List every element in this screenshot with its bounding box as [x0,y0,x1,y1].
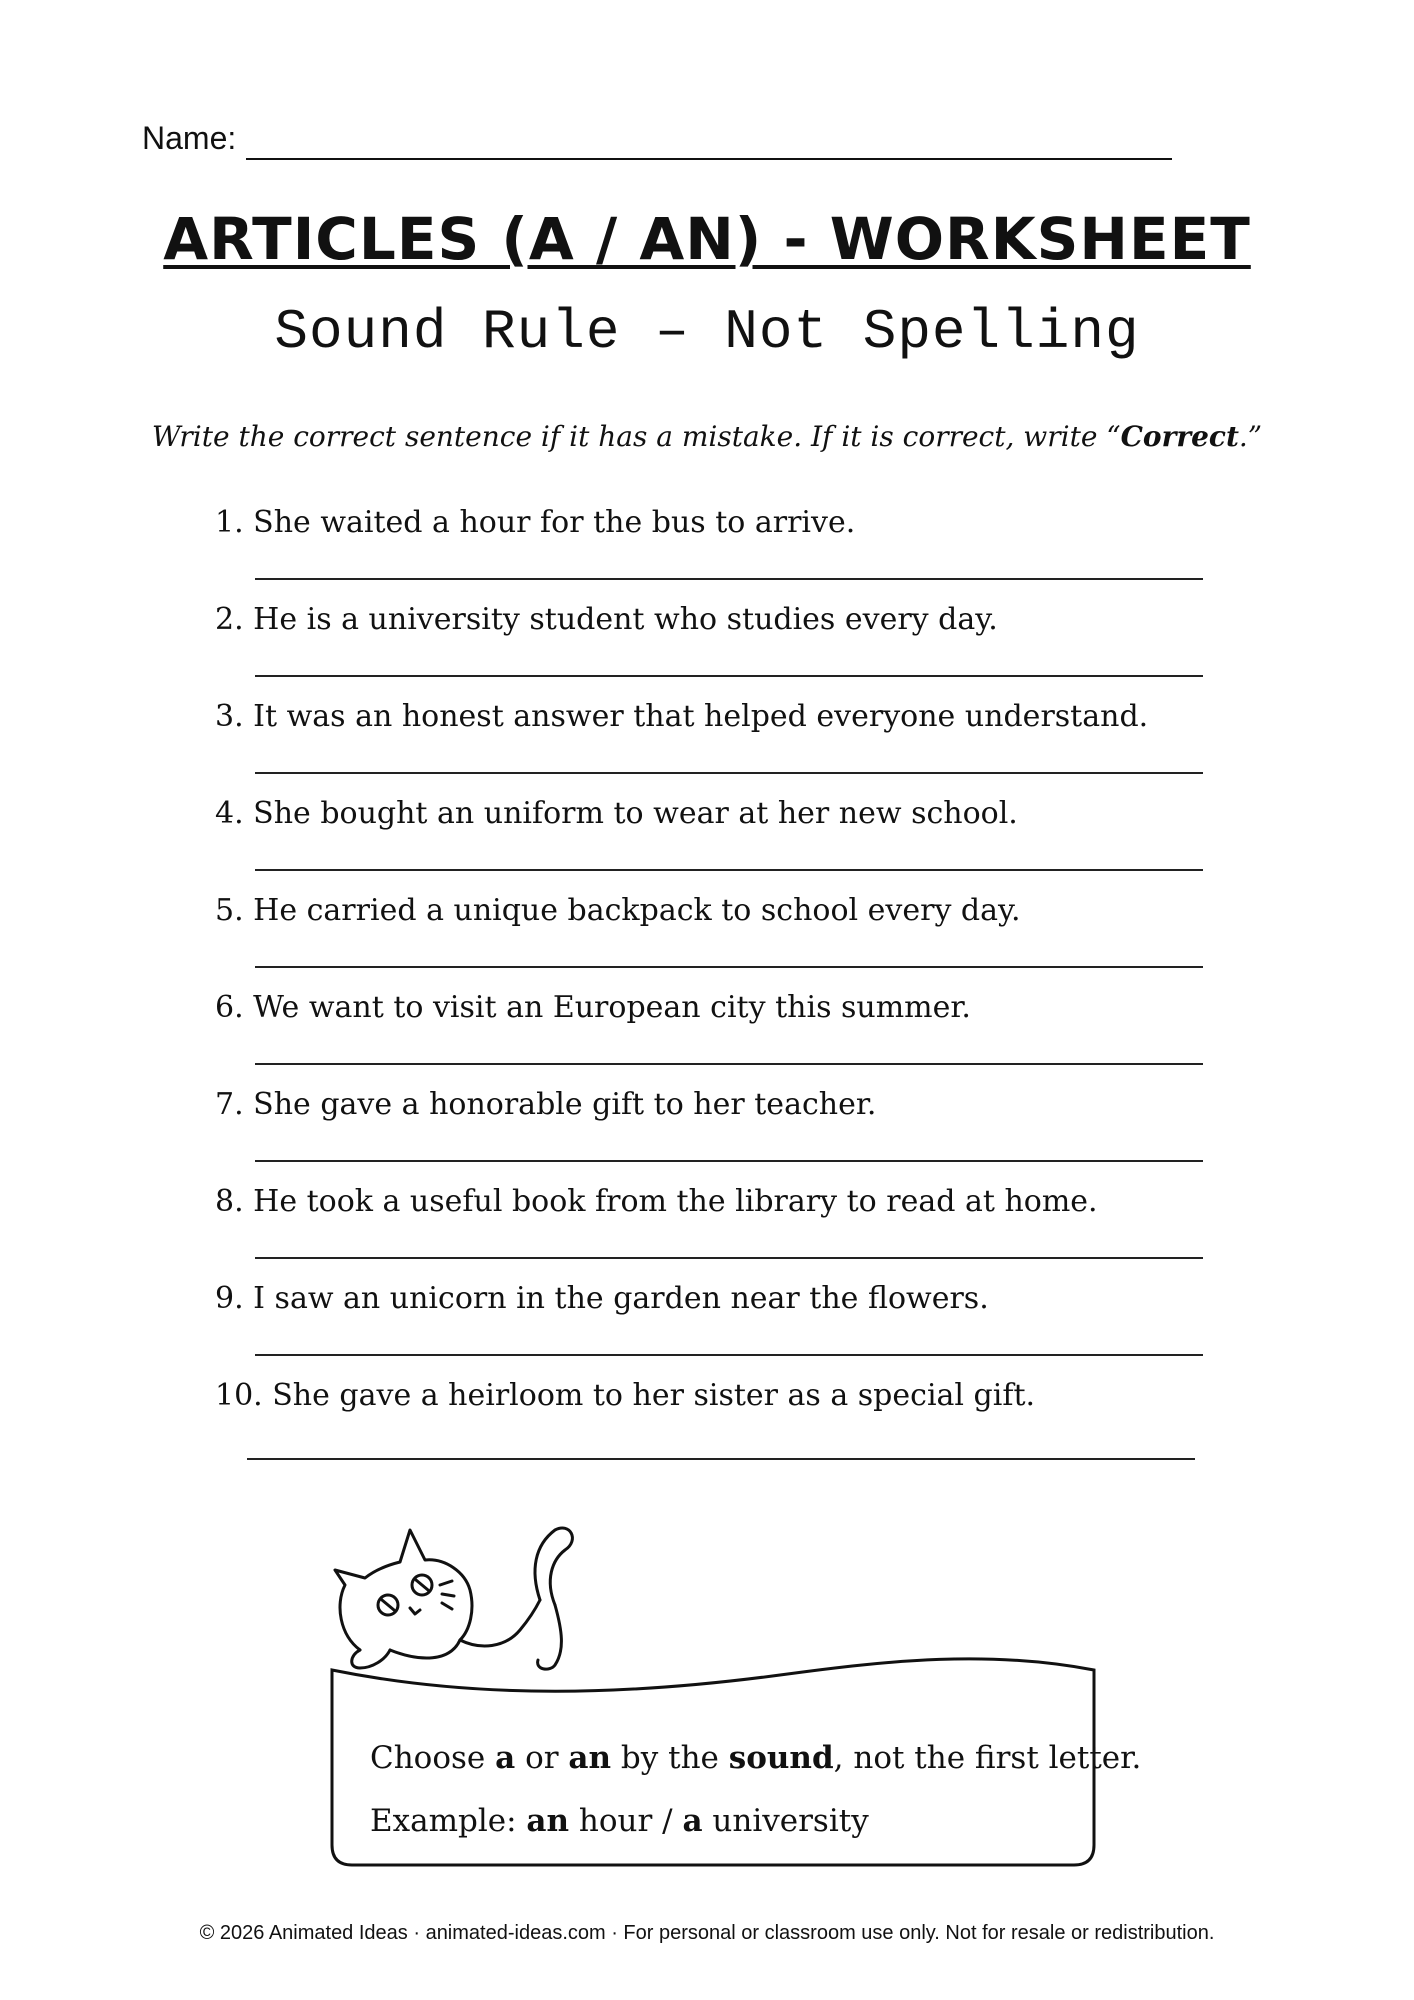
question-text: 9. I saw an unicorn in the garden near the flowers. [215,1281,989,1316]
question-item [215,1378,1215,1475]
rule-bold: sound [728,1740,834,1776]
question-item [215,796,1215,893]
rule-line [370,1740,1141,1776]
instructions-prefix: Write the correct sentence if it has a mistake. If it is correct, write “ [151,420,1121,453]
rule-bold: a [495,1740,516,1776]
answer-line[interactable] [255,1257,1203,1259]
instructions-suffix: .” [1238,420,1263,453]
question-text: 5. He carried a unique backpack to school every day. [215,893,1021,928]
rule-text: , not the first letter. [833,1740,1142,1776]
answer-line[interactable] [255,675,1203,677]
footer-copyright: © 2026 Animated Ideas · animated-ideas.com · For personal or classroom use only. Not for resale or redistribution. [199,1922,1215,1944]
rule-text: by the [611,1740,729,1776]
question-item [215,602,1215,699]
question-text: 3. It was an honest answer that helped everyone understand. [215,699,1149,734]
question-text: 4. She bought an uniform to wear at her new school. [215,796,1018,831]
question-item [215,505,1215,602]
question-text: 1. She waited a hour for the bus to arrive. [215,505,856,540]
answer-line[interactable] [255,1354,1203,1356]
rule-text: Example: [370,1803,527,1839]
answer-line[interactable] [255,578,1203,580]
rule-box [330,1640,1142,1870]
question-text: 7. She gave a honorable gift to her teacher. [215,1087,877,1122]
question-item [215,893,1215,990]
rule-text: or [515,1740,569,1776]
rule-bold: an [526,1803,570,1839]
name-row [142,118,1182,164]
answer-line[interactable] [247,1458,1195,1460]
question-item [215,990,1215,1087]
answer-line[interactable] [255,966,1203,968]
instructions [0,420,1414,453]
question-item [215,1281,1215,1378]
name-input-line[interactable] [246,158,1172,160]
name-label: Name: [142,120,237,156]
answer-line[interactable] [255,1063,1203,1065]
answer-line[interactable] [255,772,1203,774]
question-list [215,505,1215,1475]
question-text: 6. We want to visit an European city this summer. [215,990,971,1025]
question-text: 10. She gave a heirloom to her sister as a special gift. [215,1378,1036,1413]
answer-line[interactable] [255,1160,1203,1162]
question-item [215,1184,1215,1281]
rule-bold: a [682,1803,703,1839]
question-text: 8. He took a useful book from the library to read at home. [215,1184,1098,1219]
rule-text: university [702,1803,869,1839]
question-text: 2. He is a university student who studies every day. [215,602,998,637]
worksheet-subtitle: Sound Rule – Not Spelling [274,300,1140,364]
rule-text: Choose [370,1740,496,1776]
question-item [215,699,1215,796]
answer-line[interactable] [255,869,1203,871]
rule-bold: an [568,1740,612,1776]
question-item [215,1087,1215,1184]
rule-text: hour / [569,1803,683,1839]
instructions-bold: Correct [1120,420,1239,453]
example-line [370,1803,869,1839]
worksheet-title: ARTICLES (A / AN) - WORKSHEET [163,205,1251,273]
